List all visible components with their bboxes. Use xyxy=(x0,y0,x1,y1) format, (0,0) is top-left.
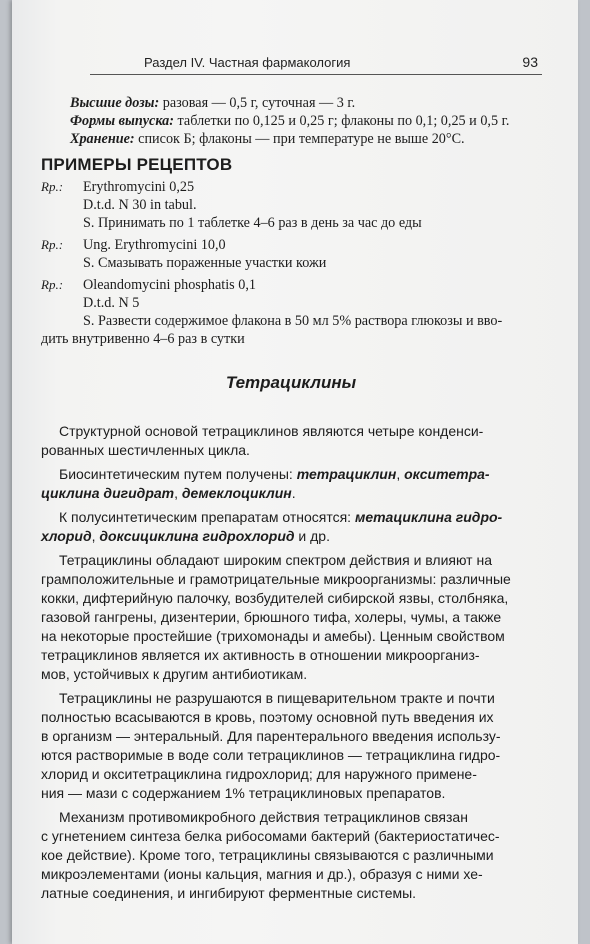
text-run: , xyxy=(396,466,405,482)
paragraph-spectrum xyxy=(41,551,541,684)
running-header xyxy=(90,52,542,75)
drug-name: доксициклина гидрохлорид xyxy=(99,528,295,544)
drug-name: хлорид xyxy=(41,528,92,544)
paragraph-line: тетрациклинов является их активность в отношении микроорганиз- xyxy=(41,647,480,663)
recipe-line: S. Принимать по 1 таблетке 4–6 раз в день за час до еды xyxy=(83,215,422,231)
paragraph-line: ния — мази с содержанием 1% тетрациклиновых препаратов. xyxy=(41,785,446,801)
paragraph-line: с угнетением синтеза белка рибосомами бактерий (бактериостатичес- xyxy=(41,828,500,844)
max-doses-label: Высшие дозы: xyxy=(70,95,160,111)
paragraph-line: ются растворимые в воде соли тетрациклинов — тетрациклина гидро- xyxy=(41,747,501,763)
drug-name: окситетра- xyxy=(404,466,490,482)
paragraph-line: Структурной основой тетрациклинов являются четыре конденси- xyxy=(59,423,484,439)
rp-label: Rp.: xyxy=(41,237,64,252)
drug-name: демеклоциклин xyxy=(181,485,292,501)
paragraph-line: хлорид и окситетрациклина гидрохлорид; для наружного примене- xyxy=(41,766,477,782)
recipe-2 xyxy=(41,236,541,272)
paragraph-absorption xyxy=(41,689,541,803)
release-forms-text: таблетки по 0,125 и 0,25 г; флаконы по 0,1; 0,25 и 0,5 г. xyxy=(173,113,510,129)
paragraph-line: в организм — энтеральный. Для парентерального введения использу- xyxy=(41,728,501,744)
text-run: К полусинтетическим препаратам относятся: xyxy=(59,509,355,525)
paragraph-biosynthetic xyxy=(41,465,541,503)
drug-name: метациклина гидро- xyxy=(354,509,503,525)
max-doses-line xyxy=(41,94,541,112)
page-content xyxy=(41,94,541,908)
paragraph-line: Тетрациклины обладают широким спектром действия и влияют на xyxy=(59,552,493,568)
paragraph-line: газовой гангрены, дизентерии, брюшного тифа, холеры, чумы, а также xyxy=(41,609,502,625)
paragraph-line: латные соединения, и ингибируют ферментные системы. xyxy=(41,885,417,901)
storage-text: список Б; флаконы — при температуре не выше 20°С. xyxy=(134,131,465,147)
page-number: 93 xyxy=(522,54,538,70)
paragraph-semisynthetic xyxy=(41,508,541,546)
release-forms-line xyxy=(41,112,541,130)
paragraph-line: кое действие). Кроме того, тетрациклины связываются с различными xyxy=(41,847,494,863)
paragraph-line: Тетрациклины не разрушаются в пищеварительном тракте и почти xyxy=(59,690,495,706)
rp-label: Rp.: xyxy=(41,277,64,292)
paragraph-line xyxy=(41,465,541,484)
recipes-heading: ПРИМЕРЫ РЕЦЕПТОВ xyxy=(41,155,233,174)
max-doses-text: разовая — 0,5 г, суточная — 3 г. xyxy=(159,95,356,111)
paragraph-line: на некоторые простейшие (трихомонады и амебы). Ценным свойством xyxy=(41,628,505,644)
drug-name: тетрациклин xyxy=(296,466,397,482)
paragraph-line xyxy=(41,508,541,527)
book-page xyxy=(12,0,578,944)
recipe-line: D.t.d. N 30 in tabul. xyxy=(83,197,197,213)
text-run: Биосинтетическим путем получены: xyxy=(59,466,297,482)
text-run: , xyxy=(174,485,182,501)
rp-label: Rp.: xyxy=(41,179,64,194)
paragraph-line xyxy=(41,527,541,546)
recipe-line: Oleandomycini phosphatis 0,1 xyxy=(83,277,256,293)
recipe-line: S. Развести содержимое флакона в 50 мл 5% раствора глюкозы и вво- xyxy=(83,313,503,329)
paragraph-line: Механизм противомикробного действия тетрациклинов связан xyxy=(59,809,468,825)
paragraph-line: мов, устойчивых к другим антибиотикам. xyxy=(41,666,308,682)
recipe-line: D.t.d. N 5 xyxy=(83,295,140,311)
paragraph-mechanism xyxy=(41,808,541,903)
text-run: и др. xyxy=(294,528,330,544)
recipe-line: дить внутривенно 4–6 раз в сутки xyxy=(41,331,245,347)
recipe-line: Ung. Erythromycini 10,0 xyxy=(83,237,226,253)
drug-name: циклина дигидрат xyxy=(41,485,175,501)
recipe-line: S. Смазывать пораженные участки кожи xyxy=(83,255,327,271)
recipe-1 xyxy=(41,178,541,232)
paragraph-line: кокки, дифтерийную палочку, возбудителей сибирской язвы, столбняка, xyxy=(41,590,509,606)
header-section-title: Раздел IV. Частная фармакология xyxy=(144,55,351,70)
paragraph-line: грамположительные и грамотрицательные микроорганизмы: различные xyxy=(41,571,511,587)
text-run: . xyxy=(291,485,296,501)
storage-line xyxy=(41,130,541,148)
text-run: , xyxy=(91,528,100,544)
paragraph-line xyxy=(41,484,541,503)
paragraph-structure xyxy=(41,422,541,460)
release-forms-label: Формы выпуска: xyxy=(70,113,174,129)
recipe-line: Erythromycini 0,25 xyxy=(83,179,195,195)
storage-label: Хранение: xyxy=(70,131,135,147)
paragraph-line: полностью всасываются в кровь, поэтому основной путь введения их xyxy=(41,709,494,725)
paragraph-line: рованных шестичленных цикла. xyxy=(41,442,250,458)
paragraph-line: микроэлементами (ионы кальция, магния и др.), образуя с ними хе- xyxy=(41,866,483,882)
section-heading: Тетрациклины xyxy=(225,373,357,392)
recipe-3 xyxy=(41,276,541,348)
